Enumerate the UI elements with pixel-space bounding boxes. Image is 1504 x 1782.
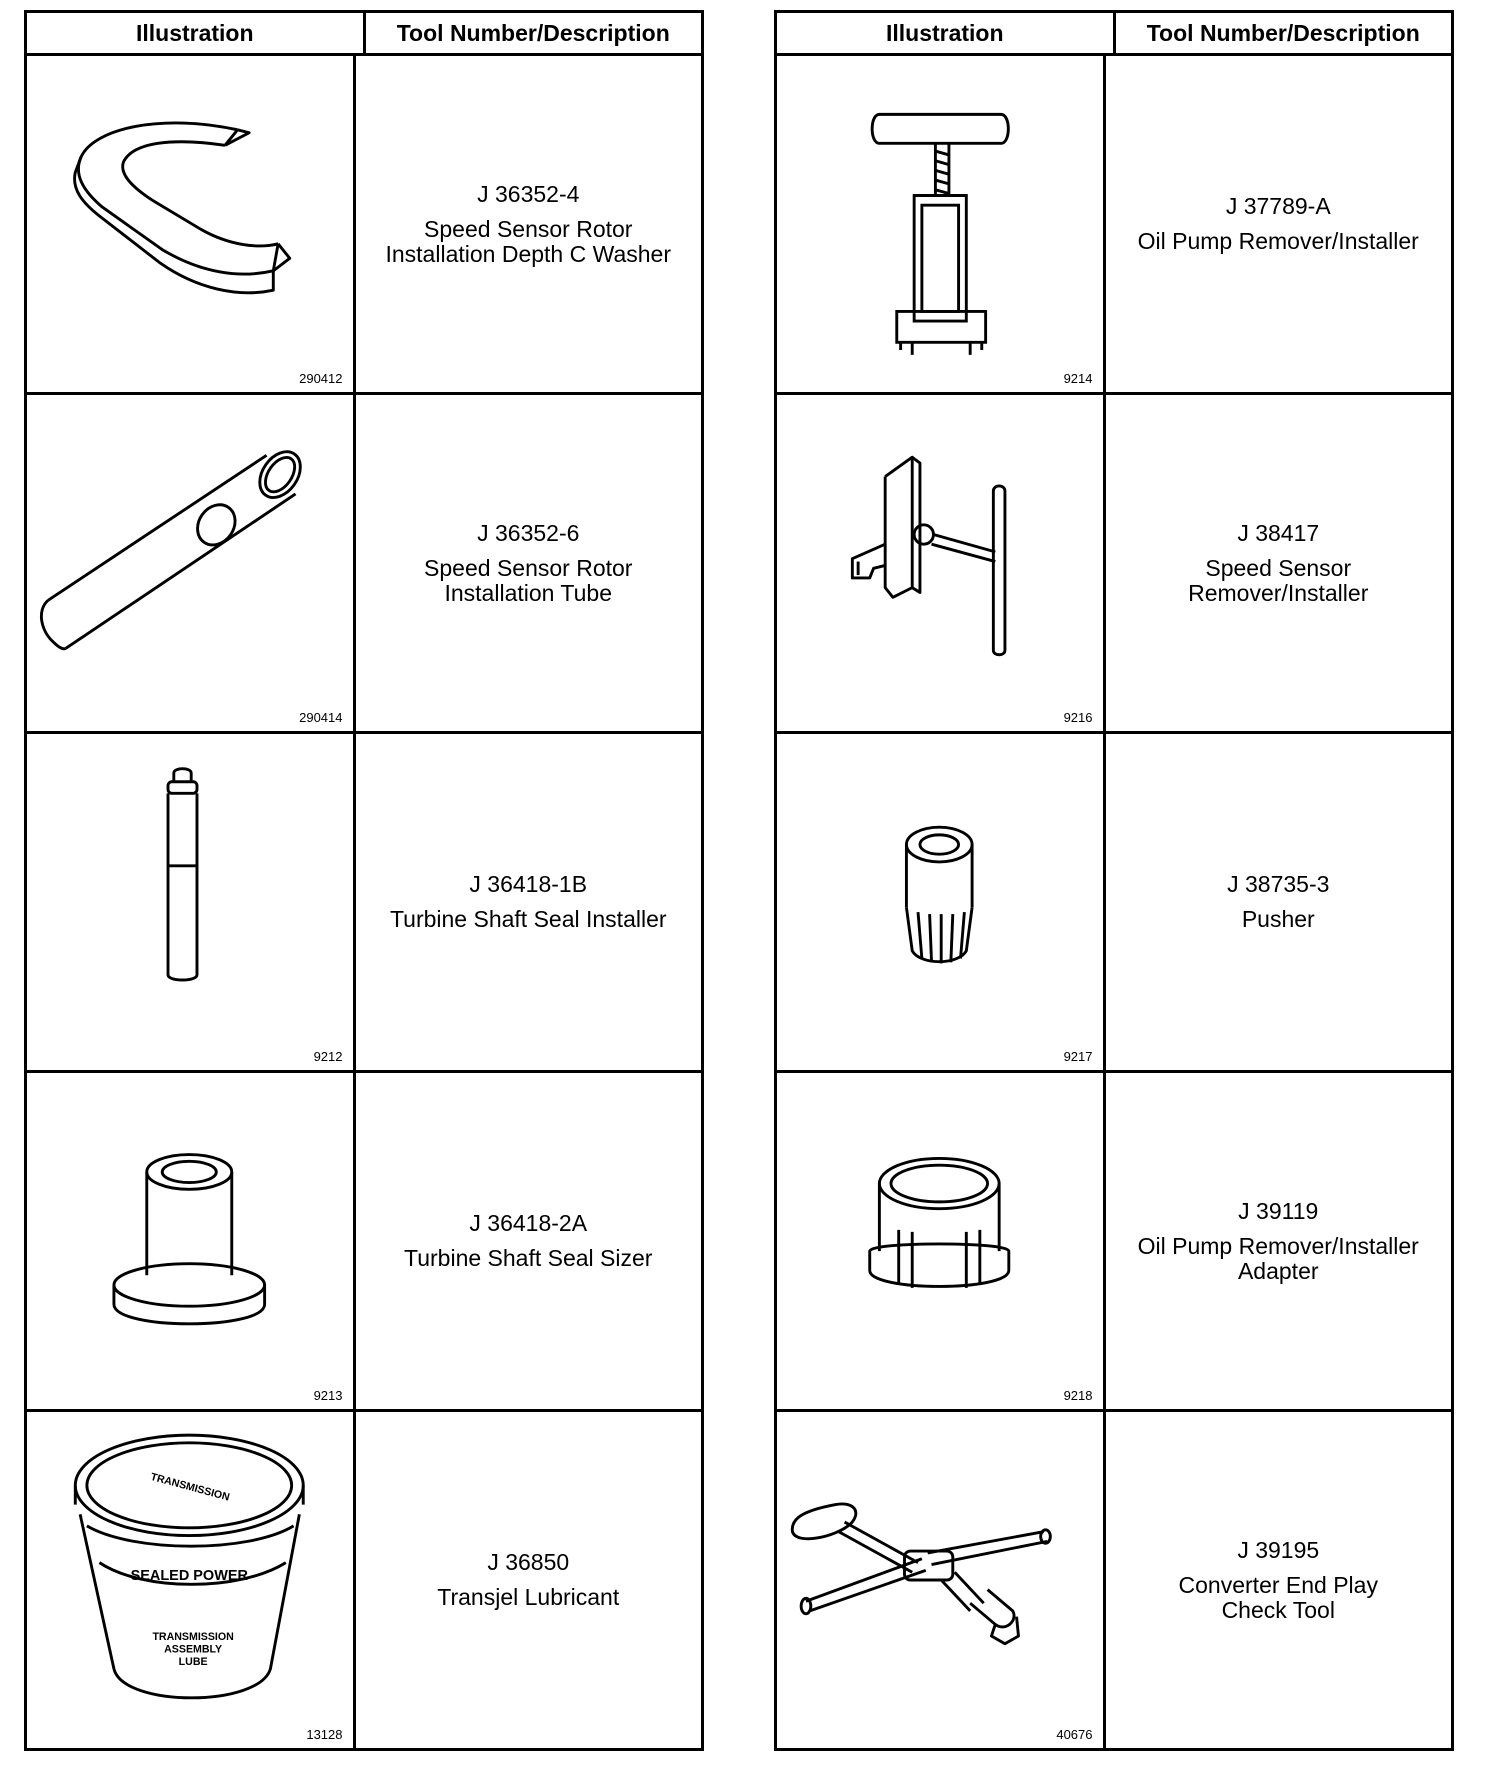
tool-description-line: Installation Tube <box>444 579 612 606</box>
tool-number: J 36418-1B <box>469 871 588 897</box>
illustration-cell <box>27 1412 356 1748</box>
tool-number: J 36850 <box>487 1549 570 1575</box>
tool-number: J 36418-2A <box>469 1210 588 1236</box>
table-row <box>27 395 701 734</box>
tool-table-left <box>24 10 704 1751</box>
tub-lid-text: TRANSMISSION <box>149 1470 231 1504</box>
tool-number: J 38417 <box>1237 519 1320 546</box>
tub-body-text: TRANSMISSION <box>152 1630 234 1643</box>
end-play-check-tool-icon <box>777 1412 1103 1748</box>
pusher-icon <box>777 734 1103 1070</box>
tool-description-line: Converter End Play <box>1178 1571 1378 1598</box>
tool-description-cell <box>1106 56 1452 392</box>
figure-number: 290412 <box>299 371 343 386</box>
figure-number: 9214 <box>1063 371 1093 386</box>
adapter-ring-icon <box>777 1073 1103 1409</box>
figure-number: 9217 <box>1063 1049 1093 1064</box>
tub-brand-text: SEALED POWER <box>130 1568 248 1584</box>
lubricant-tub-icon <box>27 1412 353 1748</box>
tool-number: J 37789-A <box>1225 193 1331 219</box>
tool-description-line: Oil Pump Remover/Installer <box>1137 228 1419 254</box>
figure-number: 40676 <box>1056 1727 1093 1742</box>
tool-number: J 39195 <box>1237 1536 1320 1563</box>
tool-description-cell <box>356 734 702 1070</box>
table-row <box>777 1073 1451 1412</box>
seal-sizer-icon <box>27 1073 353 1409</box>
tool-description-line: Oil Pump Remover/Installer <box>1137 1232 1419 1259</box>
tool-description-cell <box>1106 734 1452 1070</box>
oil-pump-remover-icon <box>777 56 1103 392</box>
illustration-cell <box>27 56 356 392</box>
table-row <box>777 395 1451 734</box>
table-row <box>27 56 701 395</box>
tool-description-line: Speed Sensor Rotor <box>424 554 633 581</box>
tool-description-cell <box>356 56 702 392</box>
tool-description-line: Turbine Shaft Seal Sizer <box>404 1245 653 1271</box>
table-row <box>27 1412 701 1748</box>
installation-tube-icon <box>27 395 353 731</box>
figure-number: 9218 <box>1063 1388 1093 1403</box>
tool-number: J 39119 <box>1238 1197 1319 1224</box>
tool-description-cell <box>356 395 702 731</box>
table-header <box>27 13 701 56</box>
header-illustration: Illustration <box>27 13 366 53</box>
tool-number: J 36352-6 <box>477 519 580 546</box>
header-tool-number: Tool Number/Description <box>396 19 670 46</box>
header-tool-number: Tool Number/Description <box>1146 19 1420 46</box>
tool-description-line: Speed Sensor Rotor <box>424 215 633 242</box>
table-row <box>27 734 701 1073</box>
table-row <box>777 734 1451 1073</box>
figure-number: 290414 <box>299 710 343 725</box>
illustration-cell <box>27 1073 356 1409</box>
illustration-cell <box>27 734 356 1070</box>
tool-description-cell <box>1106 1073 1452 1409</box>
illustration-cell <box>777 395 1106 731</box>
tool-number: J 38735-3 <box>1227 871 1330 897</box>
figure-number: 9212 <box>313 1049 343 1064</box>
illustration-cell <box>27 395 356 731</box>
figure-number: 9213 <box>313 1388 343 1403</box>
tool-description-cell <box>1106 395 1452 731</box>
illustration-cell <box>777 56 1106 392</box>
table-header <box>777 13 1451 56</box>
seal-installer-rod-icon <box>27 734 353 1070</box>
c-washer-icon <box>27 56 353 392</box>
tool-description-line: Transjel Lubricant <box>437 1584 620 1610</box>
tool-description-line: Installation Depth C Washer <box>385 240 671 267</box>
speed-sensor-remover-icon <box>777 395 1103 731</box>
tool-description-line: Adapter <box>1237 1257 1319 1284</box>
tool-description-line: Pusher <box>1241 906 1315 932</box>
illustration-cell <box>777 1073 1106 1409</box>
figure-number: 9216 <box>1063 710 1093 725</box>
tool-description-line: Turbine Shaft Seal Installer <box>389 906 667 932</box>
tool-number: J 36352-4 <box>477 180 580 207</box>
table-row <box>777 56 1451 395</box>
tool-description-cell <box>356 1073 702 1409</box>
tool-table-right <box>774 10 1454 1751</box>
tool-description-line: Speed Sensor <box>1205 554 1352 581</box>
header-illustration: Illustration <box>777 13 1116 53</box>
tub-body-text: LUBE <box>178 1655 208 1668</box>
tool-description-cell <box>1106 1412 1452 1748</box>
table-row <box>27 1073 701 1412</box>
tool-description-cell <box>356 1412 702 1748</box>
table-row <box>777 1412 1451 1748</box>
tool-description-line: Check Tool <box>1221 1596 1335 1623</box>
figure-number: 13128 <box>306 1727 343 1742</box>
tool-description-line: Remover/Installer <box>1188 579 1369 606</box>
illustration-cell <box>777 734 1106 1070</box>
tub-body-text: ASSEMBLY <box>164 1643 223 1656</box>
illustration-cell <box>777 1412 1106 1748</box>
